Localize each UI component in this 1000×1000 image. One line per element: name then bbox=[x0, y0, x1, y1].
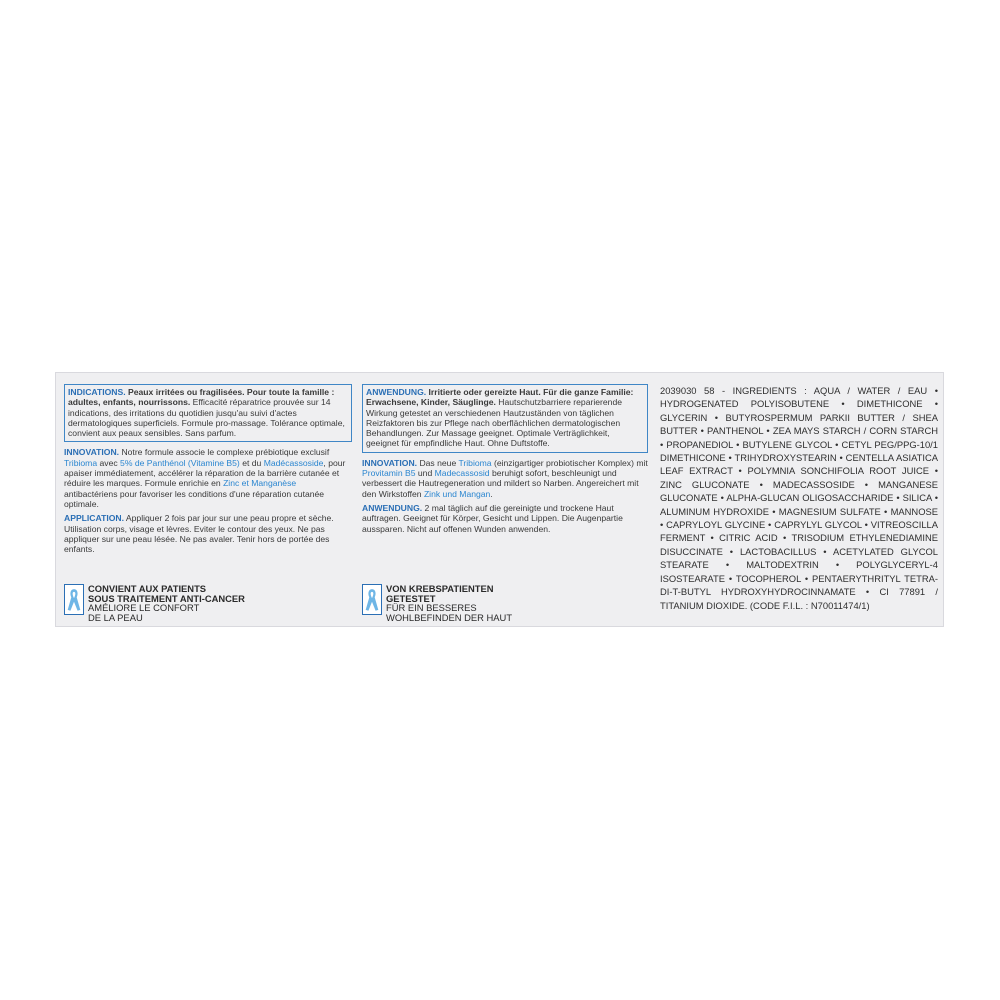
badge-line-3: AMÉLIORE LE CONFORT bbox=[88, 602, 200, 614]
anwendung-bold-text: Irritierte oder gereizte Haut. Für die ganze Familie: Erwachsene, Kinder, Säuglinge. bbox=[366, 387, 634, 408]
innovation-text: , pour apaiser immédiatement, accélérer la réparation de la barrière cutanée et réduire les marques. Formule enrichie en bbox=[64, 457, 346, 489]
badge-text-de bbox=[386, 584, 512, 622]
provitamin-highlight: Provitamin B5 bbox=[362, 468, 416, 479]
indications-text: Efficacité réparatrice prouvée sur 14 indications, des irritations du quotidien jusqu'au suivi d'actes dermatologiques superficiels. Formule pro-massage. Tolérance optimale, convient aux peaux sensibles. Sans parfum. bbox=[68, 397, 345, 439]
application-heading: APPLICATION. bbox=[64, 513, 124, 524]
tribioma-highlight: Tribioma bbox=[458, 457, 492, 468]
zinc-manganese-highlight: Zinc et Manganèse bbox=[223, 478, 297, 489]
madecassosid-highlight: Madecassosid bbox=[434, 468, 490, 479]
innovation-text: . bbox=[490, 488, 493, 499]
cancer-patients-badge-de bbox=[362, 584, 512, 622]
madecassoside-highlight: Madécassoside bbox=[263, 457, 324, 468]
innovation-text: et du bbox=[239, 457, 264, 468]
innovation-text: und bbox=[415, 468, 435, 479]
anwendung-box-de bbox=[362, 384, 648, 453]
french-column bbox=[64, 384, 352, 558]
indications-bold-text: Peaux irritées ou fragilisées. Pour toute la famille : adultes, enfants, nourrissons. bbox=[68, 387, 335, 408]
application-paragraph-fr bbox=[64, 513, 352, 554]
application-text: Appliquer 2 fois par jour sur une peau propre et sèche. Utilisation corps, visage et lèvres. Eviter le contour des yeux. Ne pas appliquer sur une peau lésée. Ne pas avaler. Tenir hors de portée des enfants. bbox=[64, 513, 334, 555]
innovation-paragraph-de bbox=[362, 458, 648, 499]
ingredients-list: 2039030 58 - INGREDIENTS : AQUA / WATER / EAU • HYDROGENATED POLYISOBUTENE • DIMETHICONE • GLYCERIN • BUTYROSPERMUM PARKII BUTTER / SHEA BUTTER • PANTHENOL • ZEA MAYS STARCH / CORN STARCH • PROPANEDIOL • BUTYLENE GLYCOL • CETYL PEG/PPG-10/1 DIMETHICONE • TRIHYDROXYSTEARIN • CENTELLA ASIATICA LEAF EXTRACT • POLYMNIA SONCHIFOLIA ROOT JUICE • ZINC GLUCONATE • MADECASSOSIDE • MANGANESE GLUCONATE • ALPHA-GLUCAN OLIGOSACCHARIDE • SILICA • ALUMINUM HYDROXIDE • MAGNESIUM SULFATE • MANNOSE • CAPRYLOYL GLYCINE • CAPRYLYL GLYCOL • VITREOSCILLA FERMENT • CITRIC ACID • TRISODIUM ETHYLENEDIAMINE DISUCCINATE • LACTOBACILLUS • ACETYLATED GLYCOL STEARATE • MALTODEXTRIN • POLYGLYCERYL-4 ISOSTEARATE • TOCOPHEROL • PENTAERYTHRITYL TETRA-DI-T-BUTYL HYDROXYHYDROCINNAMATE • CI 77891 / TITANIUM DIOXIDE. (CODE F.I.L. : N70011474/1) bbox=[660, 385, 938, 611]
innovation-text: avec bbox=[97, 457, 121, 468]
badge-line-3: FÜR EIN BESSERES bbox=[386, 602, 477, 614]
german-column bbox=[362, 384, 648, 538]
badge-line-1: VON KREBSPATIENTEN bbox=[386, 583, 494, 594]
anwendung-text: Hautschutzbarriere reparierende Wirkung getestet an verschiedenen Hautzuständen von täglichen Reizfaktoren bis zur Pflege nach oberflächlichen dermatologischen Behandlungen. Zur Massage geeignet. Optimale Verträglichkeit, geeignet für empfindliche Haut. Ohne Duftstoffe. bbox=[366, 397, 623, 449]
innovation-heading: INNOVATION. bbox=[64, 447, 120, 458]
badge-text-fr bbox=[88, 584, 245, 622]
indications-box-fr bbox=[64, 384, 352, 442]
cancer-patients-badge-fr bbox=[64, 584, 245, 622]
innovation-text: Notre formule associe le complexe prébiotique exclusif bbox=[119, 447, 330, 458]
anwendung-heading-2: ANWENDUNG. bbox=[362, 502, 423, 513]
innovation-text: beruhigt sofort, beschleunigt und verbessert die Hautregeneration und mildert so Narben. Angereichert mit den Wirkstoffen bbox=[362, 468, 639, 499]
badge-line-2: SOUS TRAITEMENT ANTI-CANCER bbox=[88, 592, 245, 604]
innovation-text: (einzigartiger probiotischer Komplex) mit bbox=[491, 457, 648, 468]
badge-line-2: GETESTET bbox=[386, 592, 436, 604]
panthenol-highlight: 5% de Panthénol (Vitamine B5) bbox=[120, 457, 240, 468]
zink-mangan-highlight: Zink und Mangan bbox=[423, 488, 491, 499]
tribioma-highlight: Tribioma bbox=[64, 457, 98, 468]
anwendung-paragraph-de bbox=[362, 503, 648, 534]
innovation-text: Das neue bbox=[417, 457, 459, 468]
badge-line-4: DE LA PEAU bbox=[88, 611, 143, 623]
awareness-ribbon-icon bbox=[362, 584, 382, 615]
anwendung-heading: ANWENDUNG. bbox=[366, 387, 427, 397]
indications-heading: INDICATIONS. bbox=[68, 387, 126, 397]
innovation-heading: INNOVATION. bbox=[362, 457, 418, 468]
anwendung-text-2: 2 mal täglich auf die gereinigte und trockene Haut auftragen. Geeignet für Körper, Gesicht und Lippen. Die Augenpartie aussparen. Nicht auf offenen Wunden anwenden. bbox=[362, 502, 623, 534]
innovation-paragraph-fr bbox=[64, 447, 352, 509]
awareness-ribbon-icon bbox=[64, 584, 84, 615]
package-panel bbox=[55, 372, 944, 627]
badge-line-4: WOHLBEFINDEN DER HAUT bbox=[386, 611, 513, 623]
badge-line-1: CONVIENT AUX PATIENTS bbox=[88, 583, 207, 594]
innovation-text: antibactériens pour favoriser les conditions d'une réparation cutanée optimale. bbox=[64, 488, 325, 509]
